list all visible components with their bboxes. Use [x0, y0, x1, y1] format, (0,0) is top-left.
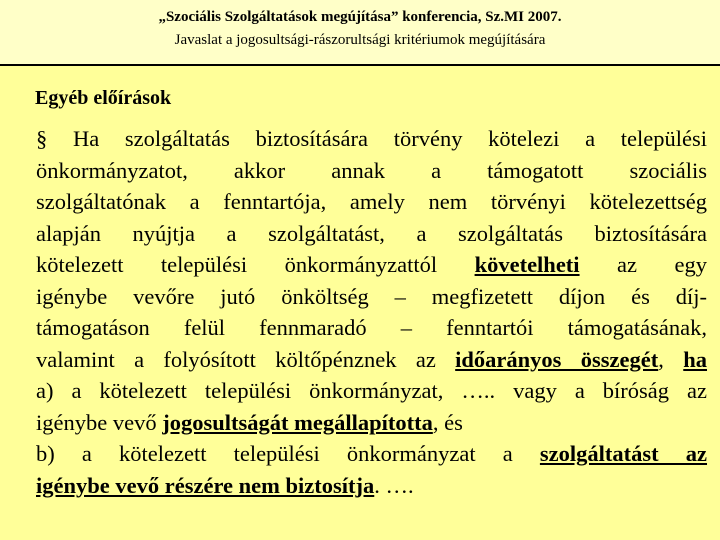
slide-subtitle: Javaslat a jogosultsági-rászorultsági kritériumok megújítására: [174, 32, 546, 48]
body-line: igénybe vevőre jutó önköltség – megfizetett díjon és díj-: [36, 283, 707, 309]
body-line: [36, 249, 707, 281]
body-line: önkormányzatot, akkor annak a támogatott szociális: [36, 157, 707, 183]
emphasis-text: jogosultságát megállapította: [162, 409, 433, 435]
body-paragraph: [36, 123, 707, 501]
body-text-run: kötelezett települési önkormányzattól: [36, 252, 475, 277]
body-line: [36, 344, 707, 376]
emphasis-text: ha: [683, 346, 708, 372]
body-line: [36, 438, 707, 470]
emphasis-text: időarányos összegét: [455, 346, 659, 372]
body-line: a) a kötelezett települési önkormányzat, ….. vagy a bíróság az: [36, 378, 707, 403]
conference-title: „Szociális Szolgáltatások megújítása” konferencia, Sz.MI 2007.: [158, 9, 562, 25]
body-text-run: ,: [658, 346, 684, 372]
body-text-run: b) a kötelezett települési önkormányzat a: [36, 441, 540, 466]
body-text-run: igénybe vevő: [36, 409, 163, 435]
section-title: Egyéb előírások: [35, 87, 172, 109]
body-text-run: , és: [432, 409, 463, 435]
emphasis-text: szolgáltatást az: [539, 441, 708, 466]
emphasis-text: igénybe vevő részére nem biztosítja: [36, 472, 375, 498]
body-line: támogatáson felül fennmaradó – fenntartói támogatásának,: [36, 315, 707, 340]
body-line: alapján nyújtja a szolgáltatást, a szolgáltatás biztosítására: [36, 220, 707, 246]
body-line: szolgáltatónak a fenntartója, amely nem törvényi kötelezettség: [36, 189, 707, 214]
body-text-run: . ….: [374, 472, 414, 498]
slide-header: [0, 0, 720, 66]
body-line: [36, 407, 707, 439]
body-text-run: valamint a folyósított költőpénznek az: [36, 346, 456, 372]
emphasis-text: követelheti: [474, 252, 580, 277]
body-text-run: az egy: [579, 252, 707, 277]
body-line: [36, 470, 707, 502]
body-line: § Ha szolgáltatás biztosítására törvény kötelezi a települési: [36, 126, 707, 151]
